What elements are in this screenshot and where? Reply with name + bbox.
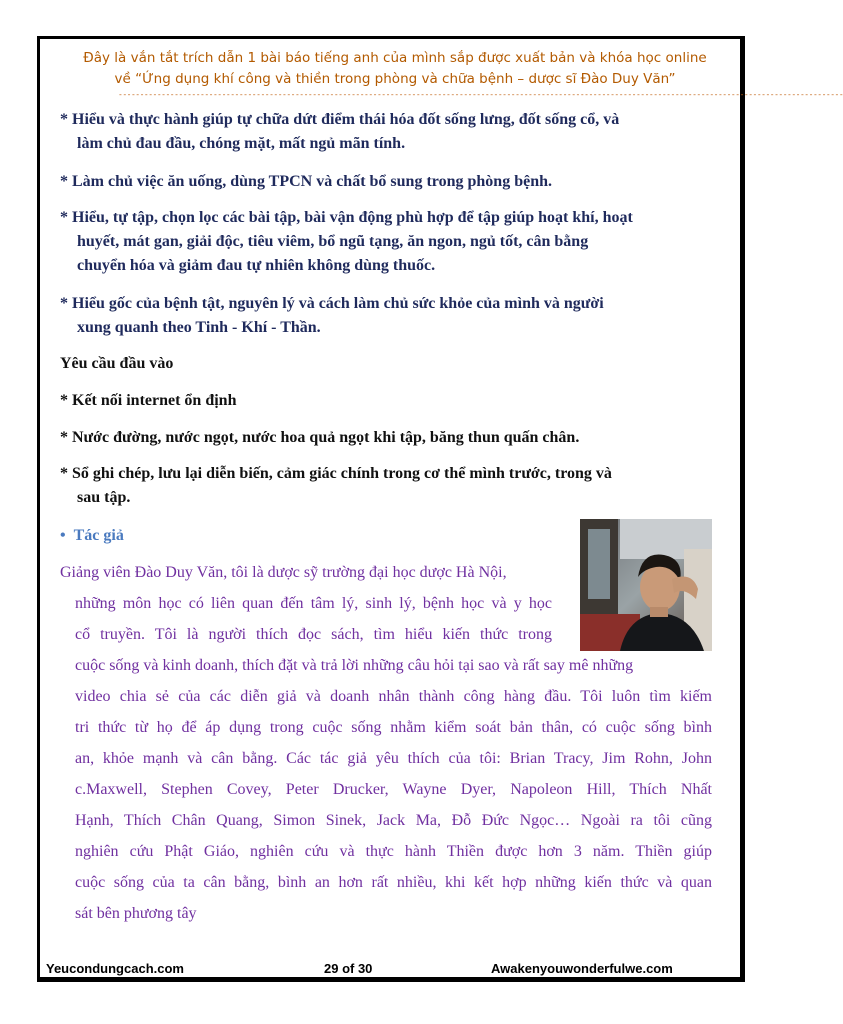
benefit-item bbox=[60, 108, 700, 156]
bio-line: cổ truyền. Tôi là người thích đọc sách, tìm hiểu kiến thức trong bbox=[75, 626, 552, 643]
benefit-item bbox=[60, 292, 700, 340]
benefit-line: làm chủ đau đầu, chóng mặt, mất ngủ mãn tính. bbox=[77, 135, 406, 152]
benefit-item bbox=[60, 206, 700, 278]
bio-line: Hạnh, Thích Chân Quang, Simon Sinek, Jack Ma, Đỗ Đức Ngọc… Ngoài ra tôi cũng bbox=[75, 812, 712, 829]
header-line-2: về “Ứng dụng khí công và thiền trong phòng và chữa bệnh – dược sĩ Đào Duy Văn” bbox=[114, 71, 676, 87]
bio-line: tri thức từ họ để áp dụng trong cuộc sống nhằm kiểm soát bản thân, có cuộc sống bình bbox=[75, 719, 712, 736]
bio-line: sát bên phương tây bbox=[75, 905, 197, 922]
bio-line: nghiên cứu Phật Giáo, nghiên cứu và thực hành Thiền được hơn 3 năm. Thiền giúp bbox=[75, 843, 712, 860]
bullet-icon: • bbox=[60, 527, 66, 544]
author-heading bbox=[60, 527, 124, 545]
requirement-line: * Nước đường, nước ngọt, nước hoa quả ngọt khi tập, băng thun quấn chân. bbox=[60, 429, 580, 446]
benefit-line: chuyển hóa và giảm đau tự nhiên không dùng thuốc. bbox=[77, 257, 436, 274]
benefit-line: * Hiểu và thực hành giúp tự chữa dứt điểm thái hóa đốt sống lưng, đốt sống cổ, và bbox=[60, 111, 620, 128]
bio-line: an, khỏe mạnh và cân bằng. Các tác giả yêu thích của tôi: Brian Tracy, Jim Rohn, John bbox=[75, 750, 712, 767]
benefit-line: xung quanh theo Tinh - Khí - Thần. bbox=[77, 319, 321, 336]
benefit-line: * Hiểu, tự tập, chọn lọc các bài tập, bài vận động phù hợp để tập giúp hoạt khí, hoạt bbox=[60, 209, 633, 226]
header-line-1: Đây là vắn tắt trích dẫn 1 bài báo tiếng anh của mình sắp được xuất bản và khóa học online bbox=[83, 50, 707, 66]
benefit-line: huyết, mát gan, giải độc, tiêu viêm, bổ ngũ tạng, ăn ngon, ngủ tốt, cân bằng bbox=[77, 233, 589, 250]
author-heading-text: Tác giả bbox=[73, 527, 124, 544]
bio-line: những môn học có liên quan đến tâm lý, sinh lý, bệnh học và y học bbox=[75, 595, 552, 612]
requirement-item bbox=[60, 426, 700, 450]
requirement-item bbox=[60, 389, 700, 413]
bio-line: cuộc sống và kinh doanh, thích đặt và trả lời những câu hỏi tại sao và rất say mê những bbox=[75, 657, 634, 674]
bio-line: c.Maxwell, Stephen Covey, Peter Drucker, Wayne Dyer, Napoleon Hill, Thích Nhất bbox=[75, 781, 712, 798]
requirement-line: sau tập. bbox=[77, 489, 131, 506]
footer-right-link[interactable]: Awakenyouwonderfulwe.com bbox=[491, 961, 673, 976]
benefit-line: * Làm chủ việc ăn uống, dùng TPCN và chất bổ sung trong phòng bệnh. bbox=[60, 173, 552, 190]
requirements-heading bbox=[60, 352, 700, 376]
requirement-line: * Kết nối internet ổn định bbox=[60, 392, 237, 409]
bio-line: Giảng viên Đào Duy Văn, tôi là dược sỹ trường đại học dược Hà Nội, bbox=[60, 564, 507, 581]
header-separator: ------------------------------------------------------------------------------------------------------------------------------------------------------------------------ bbox=[118, 90, 843, 99]
requirement-item bbox=[60, 462, 700, 510]
footer-left-link[interactable]: Yeucondungcach.com bbox=[46, 961, 184, 976]
bio-line: cuộc sống của ta cân bằng, bình an hơn rất nhiều, khi kết hợp những kiến thức và quan bbox=[75, 874, 712, 891]
bio-line: video chia sẻ của các diễn giả và doanh nhân thành công hàng đầu. Tôi luôn tìm kiếm bbox=[75, 688, 712, 705]
benefit-line: * Hiểu gốc của bệnh tật, nguyên lý và cách làm chủ sức khỏe của mình và người bbox=[60, 295, 604, 312]
requirements-heading-text: Yêu cầu đầu vào bbox=[60, 355, 174, 372]
page-number: 29 of 30 bbox=[324, 961, 373, 976]
requirement-line: * Sổ ghi chép, lưu lại diễn biến, cảm giác chính trong cơ thể mình trước, trong và bbox=[60, 465, 612, 482]
author-bio bbox=[60, 557, 712, 929]
benefit-item bbox=[60, 170, 700, 194]
